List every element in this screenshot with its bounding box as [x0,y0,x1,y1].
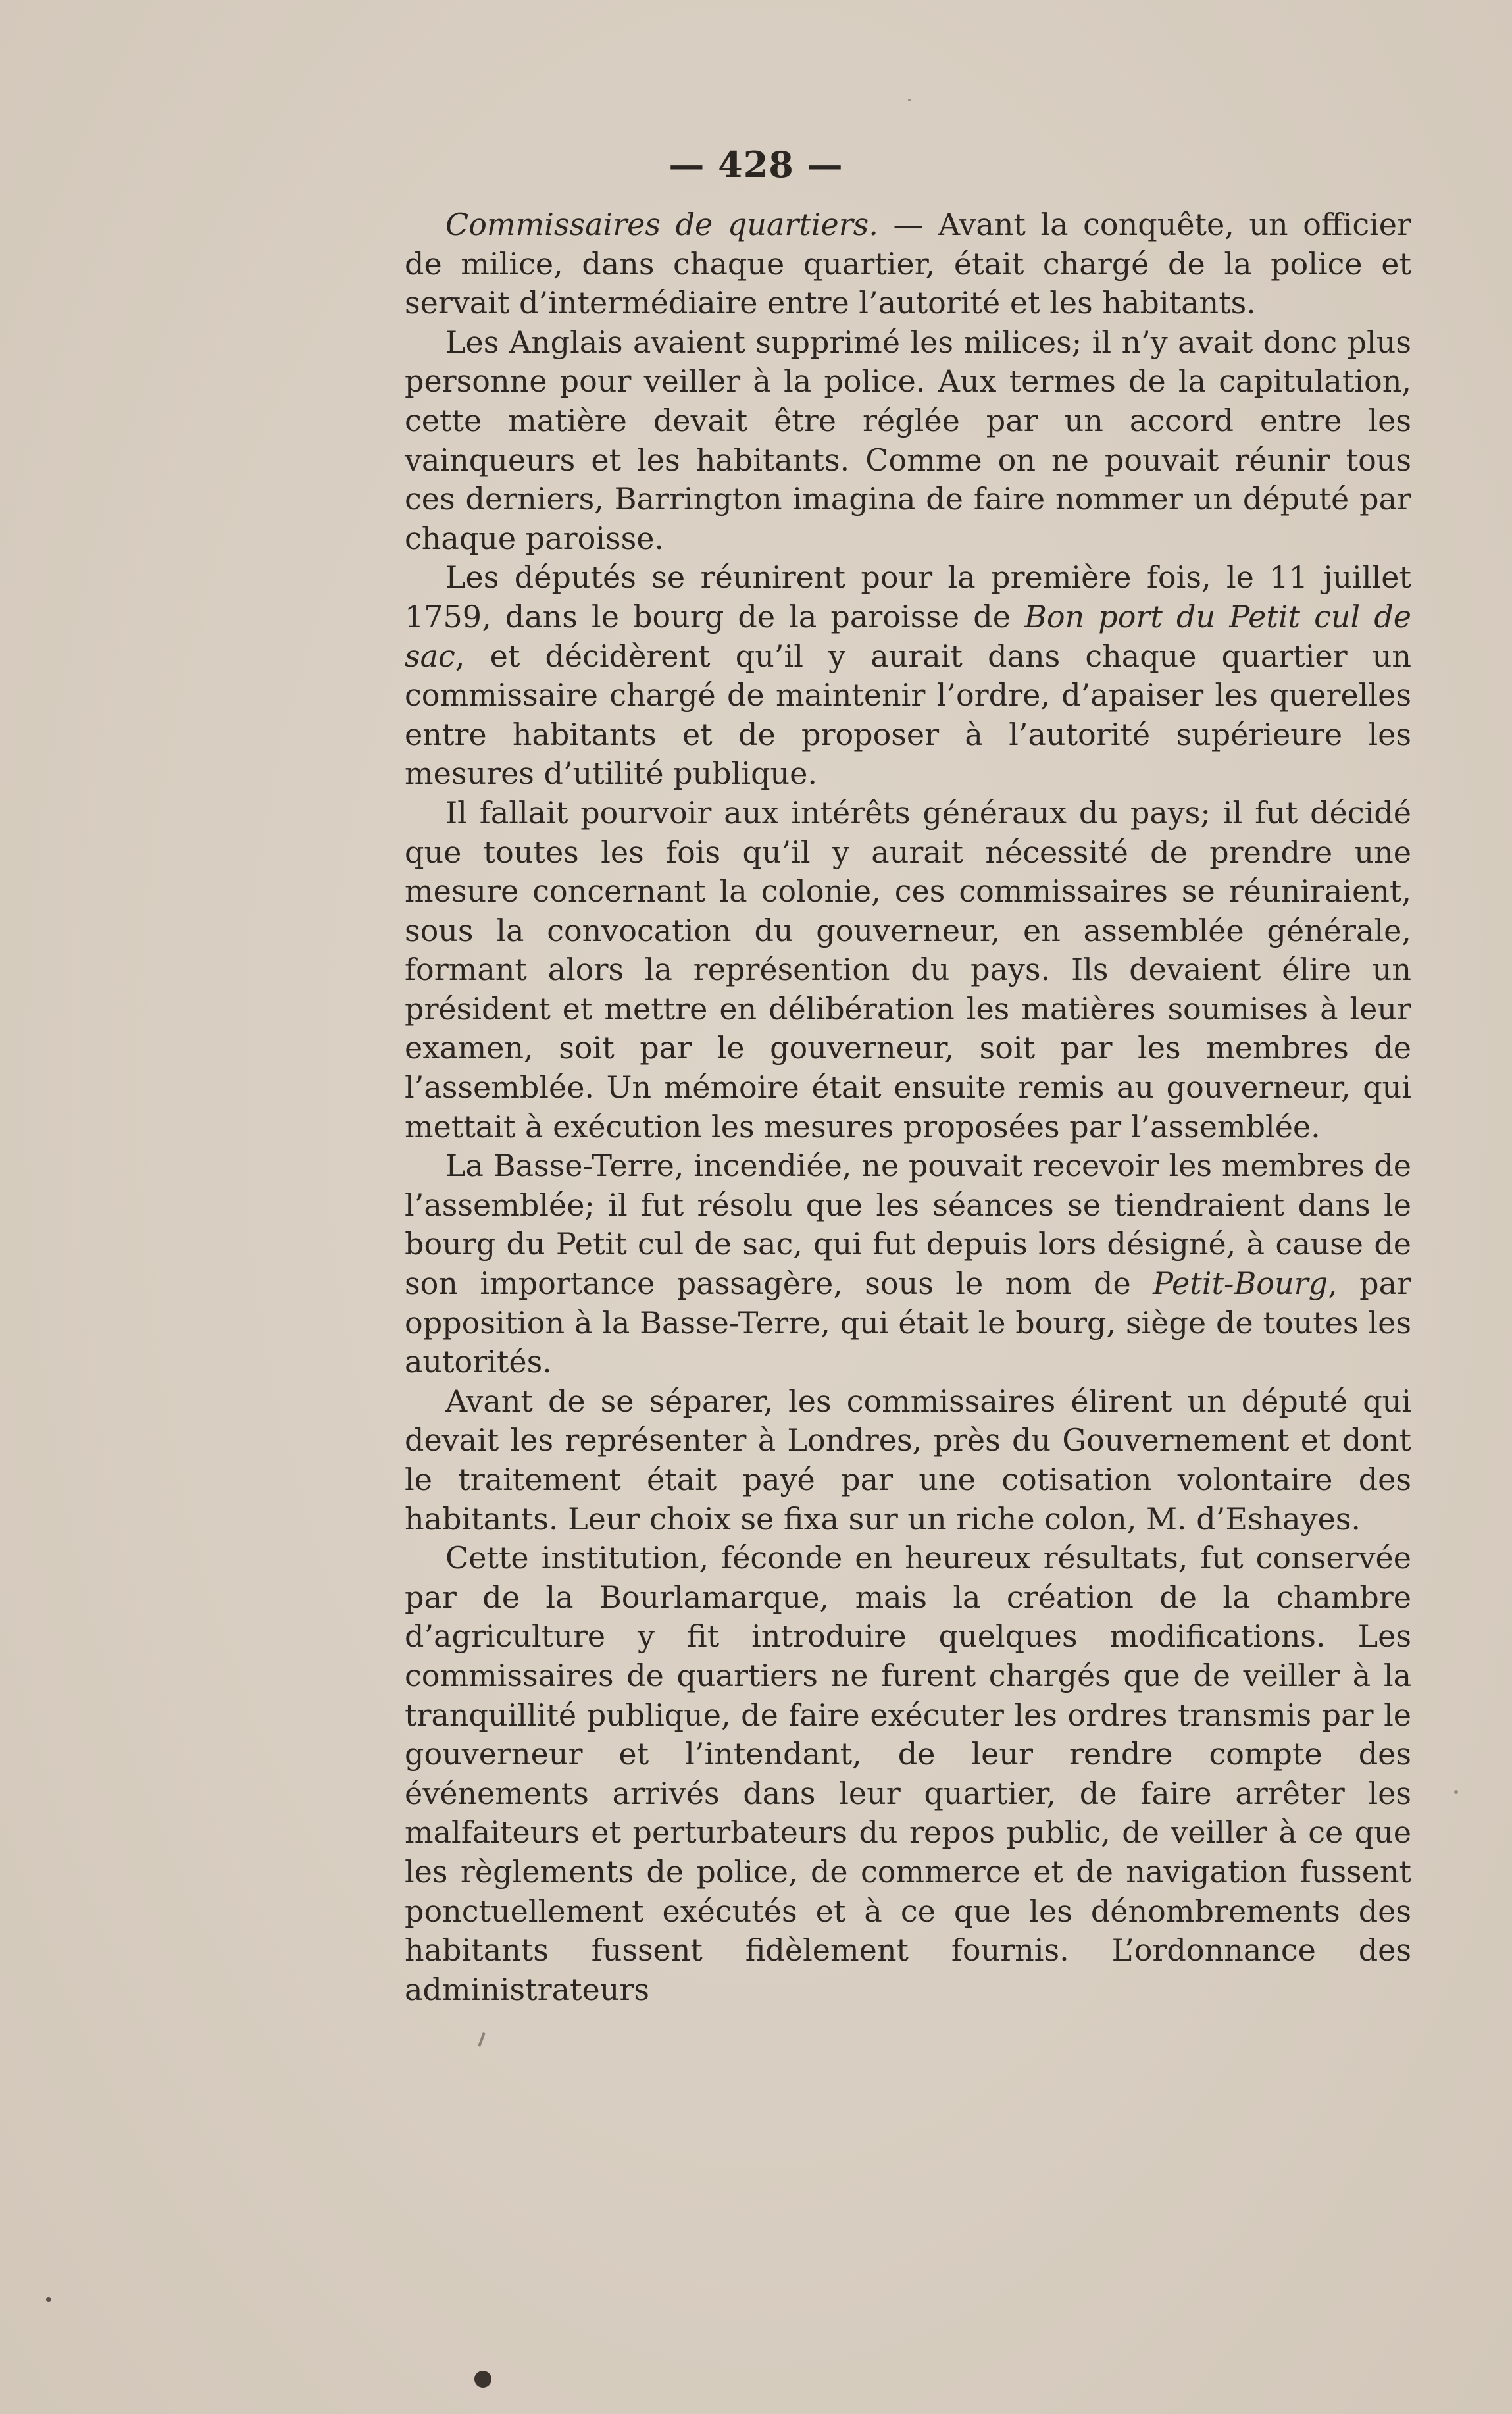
paper-speck [908,99,911,101]
paragraph-4-text: Il fallait pourvoir aux intérêts généraux du pays; il fut décidé que toutes les fois qu’il y aurait nécessité de prendre une mesure concernant la colonie, ces commissaires se réuniraient, sous la convocation du gouverneur, en assemblée générale, formant alors la représention du pays. Ils devaient élire un président et mettre en délibération les matières soumises à leur examen, soit par le gouverneur, soit par les membres de l’assemblée. Un mémoire était ensuite remis au gouverneur, qui mettait à exécution les mesures proposées par l’assemblée. [405,794,1411,1144]
paragraph-3-text-after: , et décidèrent qu’il y aurait dans chaque quartier un commissaire chargé de maintenir l’ordre, d’apaiser les querelles entre habitants et de proposer à l’autorité supérieure les mesures d’utilité publique. [405,638,1411,792]
paper-speck [46,2297,51,2302]
paper-speck [1454,1790,1458,1794]
section-heading-italic: Commissaires de quartiers. [445,207,878,242]
paragraph-7 [405,1539,1411,2009]
paragraph-6 [405,1382,1411,1539]
paragraph-7-text: Cette institution, féconde en heureux résultats, fut conservée par de la Bourlamarque, mais la création de la chambre d’agriculture y fit introduire quelques modifications. Les commissaires de quartiers ne furent chargés que de veiller à la tranquillité publique, de faire exécuter les ordres transmis par le gouverneur et l’intendant, de leur rendre compte des événements arrivés dans leur quartier, de faire arrêter les malfaiteurs et perturbateurs du repos public, de veiller à ce que les règlements de police, de commerce et de navigation fussent ponctuellement exécutés et à ce que les dénombrements des habitants fussent fidèlement fournis. L’ordonnance des administrateurs [405,1540,1411,2007]
ink-dot-mark [474,2371,491,2388]
paragraph-1-text: — Avant la conquête, un officier de milice, dans chaque quartier, était chargé de la police et servait d’intermédiaire entre l’autorité et les habitants. [405,207,1412,321]
paragraph-5-text-before: La Basse-Terre, incendiée, ne pouvait recevoir les membres de l’assemblée; il fut résolu que les séances se tiendraient dans le bourg du Petit cul de sac, qui fut depuis lors désigné, à cause de son importance passagère, sous le nom de [405,1148,1411,1302]
paragraph-3-italic-place: Bon port du Petit cul de sac [405,598,1411,674]
paragraph-3 [405,558,1411,794]
paragraph-3-text-before: Les députés se réunirent pour la première fois, le 11 juillet 1759, dans le bourg de la paroisse de [405,559,1411,634]
paragraph-5-text-after: , par opposition à la Basse-Terre, qui était le bourg, siège de toutes les autorités. [405,1266,1411,1380]
paragraph-4 [405,794,1411,1146]
paragraph-2 [405,323,1411,559]
paragraph-5 [405,1146,1411,1382]
paper-blemish-mark [478,2032,485,2047]
body-text [405,205,1411,2009]
paragraph-1 [405,205,1411,323]
paragraph-6-text: Avant de se séparer, les commissaires élirent un député qui devait les représenter à Londres, près du Gouvernement et dont le traitement était payé par une cotisation volontaire des habitants. Leur choix se fixa sur un riche colon, M. d’Eshayes. [405,1383,1411,1537]
page-number-header: — 428 — [668,143,844,186]
paragraph-5-italic-place: Petit-Bourg [1153,1266,1328,1302]
paragraph-2-text: Les Anglais avaient supprimé les milices; il n’y avait donc plus personne pour veiller à la police. Aux termes de la capitulation, cette matière devait être réglée par un accord entre les vainqueurs et les habitants. Comme on ne pouvait réunir tous ces derniers, Barrington imagina de faire nommer un député par chaque paroisse. [405,324,1411,556]
